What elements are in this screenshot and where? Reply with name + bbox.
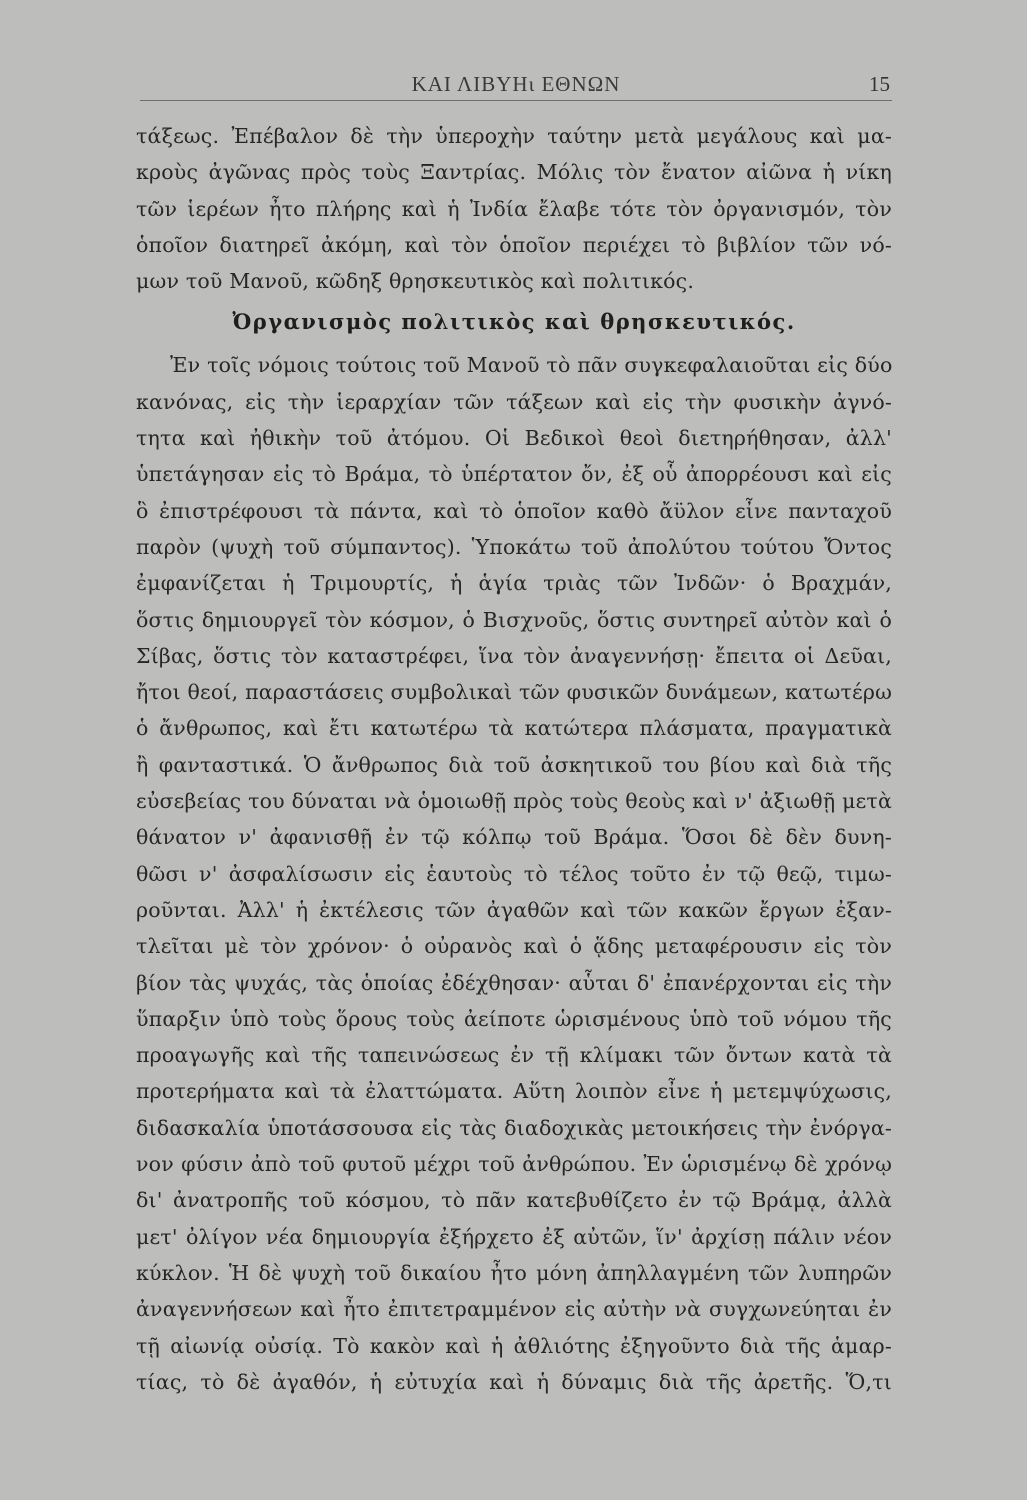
text-line: τητα καὶ ἠθικὴν τοῦ ἀτόμου. Οἱ Βεδικοὶ θεοὶ διετηρήθησαν, ἀλλ' xyxy=(136,426,892,451)
text-line: τίας, τὸ δὲ ἀγαθόν, ἡ εὐτυχία καὶ ἡ δύναμις διὰ τῆς ἀρετῆς. Ὅ,τι xyxy=(136,1369,892,1394)
text-line: ἢ φανταστικά. Ὁ ἄνθρωπος διὰ τοῦ ἀσκητικοῦ του βίου καὶ διὰ τῆς xyxy=(136,752,892,777)
text-line: δι' ἀνατροπῆς τοῦ κόσμου, τὸ πᾶν κατεβυθίζετο ἐν τῷ Βράμᾳ, ἀλλὰ xyxy=(136,1188,892,1213)
paragraph-1 xyxy=(136,118,892,299)
text-line: προτερήματα καὶ τὰ ἐλαττώματα. Αὕτη λοιπὸν εἶνε ἡ μετεμψύχωσις, xyxy=(136,1079,892,1104)
text-line: διδασκαλία ὑποτάσσουσα εἰς τὰς διαδοχικὰς μετοικήσεις τὴν ἐνόργα- xyxy=(136,1115,892,1140)
text-line: κροὺς ἀγῶνας πρὸς τοὺς Ξαντρίας. Μόλις τὸν ἔνατον αἰῶνα ἡ νίκη xyxy=(136,160,892,185)
text-line: κύκλον. Ἡ δὲ ψυχὴ τοῦ δικαίου ἦτο μόνη ἀπηλλαγμένη τῶν λυπηρῶν xyxy=(136,1260,892,1285)
page-number: 15 xyxy=(869,72,890,96)
text-line: θάνατον ν' ἀφανισθῇ ἐν τῷ κόλπῳ τοῦ Βράμα. Ὅσοι δὲ δὲν δυνη- xyxy=(136,825,892,850)
text-line: θῶσι ν' ἀσφαλίσωσιν εἰς ἑαυτοὺς τὸ τέλος τοῦτο ἐν τῷ θεῷ, τιμω- xyxy=(136,861,892,886)
paragraph-2 xyxy=(136,347,892,1400)
text-line: ὃ ἐπιστρέφουσι τὰ πάντα, καὶ τὸ ὁποῖον καθὸ ἄϋλον εἶνε πανταχοῦ xyxy=(136,498,892,523)
body-text xyxy=(136,118,892,1400)
text-line: ἤτοι θεοί, παραστάσεις συμβολικαὶ τῶν φυσικῶν δυνάμεων, κατωτέρω xyxy=(136,680,893,705)
text-line: ὕπαρξιν ὑπὸ τοὺς ὅρους τοὺς ἀείποτε ὡρισμένους ὑπὸ τοῦ νόμου τῆς xyxy=(136,1006,892,1031)
text-line: ὅστις δημιουργεῖ τὸν κόσμον, ὁ Βισχνοῦς, ὅστις συντηρεῖ αὐτὸν καὶ ὁ xyxy=(136,607,892,632)
text-line: κανόνας, εἰς τὴν ἱεραρχίαν τῶν τάξεων καὶ εἰς τὴν φυσικὴν ἀγνό- xyxy=(136,389,892,414)
text-line: παρὸν (ψυχὴ τοῦ σύμπαντος). Ὑποκάτω τοῦ ἀπολύτου τούτου Ὄντος xyxy=(136,534,892,559)
text-line: ἀναγεννήσεων καὶ ἦτο ἐπιτετραμμένον εἰς αὐτὴν νὰ συγχωνεύηται ἐν xyxy=(136,1297,892,1322)
text-line: μετ' ὀλίγον νέα δημιουργία ἐξήρχετο ἐξ αὐτῶν, ἵν' ἀρχίσῃ πάλιν νέον xyxy=(136,1224,892,1249)
text-line: ροῦνται. Ἀλλ' ἡ ἐκτέλεσις τῶν ἀγαθῶν καὶ τῶν κακῶν ἔργων ἐξαν- xyxy=(136,897,892,922)
text-line: βίον τὰς ψυχάς, τὰς ὁποίας ἐδέχθησαν· αὗται δ' ἐπανέρχονται εἰς τὴν xyxy=(136,970,892,995)
running-title: ΚΑΙ ΛΙΒΥΗι ΕΘΝΩΝ xyxy=(411,72,621,96)
text-line: ὁ ἄνθρωπος, καὶ ἔτι κατωτέρω τὰ κατώτερα πλάσματα, πραγματικὰ xyxy=(136,716,892,741)
text-line: ὁποῖον διατηρεῖ ἀκόμη, καὶ τὸν ὁποῖον περιέχει τὸ βιβλίον τῶν νό- xyxy=(136,232,892,257)
text-line: Ἐν τοῖς νόμοις τούτοις τοῦ Μανοῦ τὸ πᾶν συγκεφαλαιοῦται εἰς δύο xyxy=(170,353,893,378)
section-heading: Ὀργανισμὸς πολιτικὸς καὶ θρησκευτικός. xyxy=(232,309,796,335)
text-line: νον φύσιν ἀπὸ τοῦ φυτοῦ μέχρι τοῦ ἀνθρώπου. Ἐν ὡρισμένῳ δὲ χρόνῳ xyxy=(136,1152,892,1177)
text-line: τάξεως. Ἐπέβαλον δὲ τὴν ὑπεροχὴν ταύτην μετὰ μεγάλους καὶ μα- xyxy=(136,124,892,148)
text-line: προαγωγῆς καὶ τῆς ταπεινώσεως ἐν τῇ κλίμακι τῶν ὄντων κατὰ τὰ xyxy=(136,1043,892,1068)
text-line: μων τοῦ Μανοῦ, κῶδηξ θρησκευτικὸς καὶ πολιτικός. xyxy=(136,269,695,294)
text-line: τῶν ἱερέων ἦτο πλήρης καὶ ἡ Ἰνδία ἔλαβε τότε τὸν ὀργανισμόν, τὸν xyxy=(136,196,892,221)
text-line: εὐσεβείας του δύναται νὰ ὁμοιωθῇ πρὸς τοὺς θεοὺς καὶ ν' ἀξιωθῇ μετὰ xyxy=(136,789,892,814)
text-line: ἐμφανίζεται ἡ Τριμουρτίς, ἡ ἁγία τριὰς τῶν Ἰνδῶν· ὁ Βραχμάν, xyxy=(136,571,892,596)
text-line: Σίβας, ὅστις τὸν καταστρέφει, ἵνα τὸν ἀναγεννήσῃ· ἔπειτα οἱ Δεῦαι, xyxy=(136,643,892,668)
text-line: τῇ αἰωνίᾳ οὐσίᾳ. Τὸ κακὸν καὶ ἡ ἀθλιότης ἐξηγοῦντο διὰ τῆς ἁμαρ- xyxy=(136,1333,892,1358)
text-line: τλεῖται μὲ τὸν χρόνον· ὁ οὐρανὸς καὶ ὁ ᾅδης μεταφέρουσιν εἰς τὸν xyxy=(136,934,892,959)
text-line: ὑπετάγησαν εἰς τὸ Βράμα, τὸ ὑπέρτατον ὄν, ἐξ οὗ ἀπορρέουσι καὶ εἰς xyxy=(136,462,892,487)
running-header xyxy=(140,66,892,101)
